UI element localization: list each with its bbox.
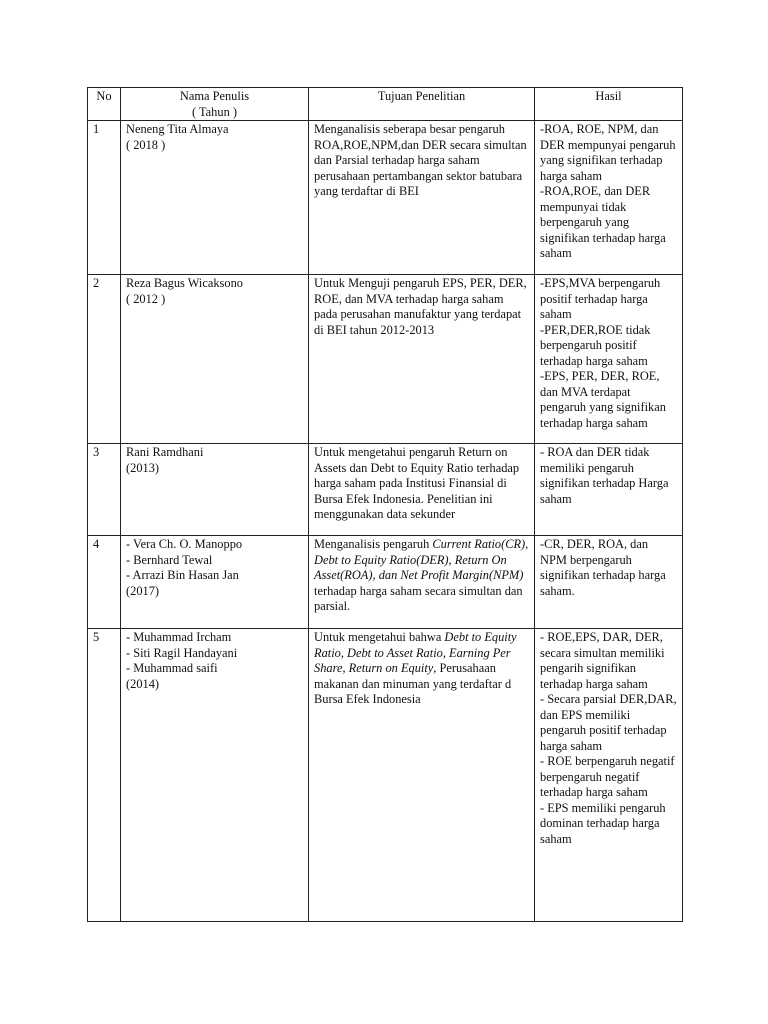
author-line: - Arrazi Bin Hasan Jan: [126, 568, 239, 582]
table-row: [88, 121, 683, 275]
cell-tujuan-penelitian: [309, 629, 535, 922]
author-line: ( 2018 ): [126, 137, 166, 152]
hasil-item: -PER,DER,ROE tidak berpengaruh positif terhadap harga saham: [540, 322, 651, 368]
cell-hasil: [535, 536, 683, 629]
author-line: (2014): [126, 676, 160, 691]
cell-nama-penulis: [121, 275, 309, 444]
author-line: - Muhammad Ircham: [126, 630, 232, 644]
author-line: Reza Bagus Wicaksono: [126, 276, 243, 290]
table-row: [88, 275, 683, 444]
cell-hasil: [535, 444, 683, 536]
tujuan-italic-segment: Debt to Equity Ratio, Debt to Asset Ratio, Earning Per Share, Return on Equity: [314, 630, 517, 675]
cell-hasil: [535, 629, 683, 922]
author-line: Neneng Tita Almaya: [126, 122, 229, 136]
hasil-item: -EPS, PER, DER, ROE, dan MVA terdapat pengaruh yang signifikan terhadap harga saham: [540, 369, 666, 430]
cell-no: 3: [88, 444, 121, 536]
hasil-item: - ROA dan DER tidak memiliki pengaruh signifikan terhadap Harga saham: [540, 445, 669, 506]
table-header-row: [88, 88, 683, 121]
author-line: - Siti Ragil Handayani: [126, 645, 238, 660]
author-line: - Muhammad saifi: [126, 661, 218, 675]
cell-tujuan-penelitian: [309, 121, 535, 275]
author-line: - Bernhard Tewal: [126, 552, 213, 567]
hasil-item: -EPS,MVA berpengaruh positif terhadap harga saham: [540, 276, 661, 321]
author-line: (2017): [126, 583, 160, 598]
hasil-item: - EPS memiliki pengaruh dominan terhadap harga saham: [540, 800, 666, 846]
tujuan-segment: Untuk mengetahui pengaruh Return on Assets dan Debt to Equity Ratio terhadap harga saham pada Institusi Finansial di Bursa Efek Indonesia. Penelitian ini menggunakan data sekunder: [314, 445, 520, 521]
cell-hasil: [535, 275, 683, 444]
cell-nama-penulis: [121, 444, 309, 536]
tujuan-italic-segment: Current Ratio(CR), Debt to Equity Ratio(DER), Return On Asset(ROA), dan Net Profit Margin(NPM): [314, 537, 529, 582]
tujuan-segment: Menganalisis pengaruh: [314, 537, 433, 551]
author-line: - Vera Ch. O. Manoppo: [126, 537, 243, 551]
tujuan-segment: Untuk mengetahui bahwa: [314, 630, 445, 644]
cell-nama-penulis: [121, 536, 309, 629]
cell-tujuan-penelitian: [309, 444, 535, 536]
author-line: ( 2012 ): [126, 291, 166, 306]
header-no: No: [88, 88, 121, 121]
cell-nama-penulis: [121, 629, 309, 922]
hasil-item: -ROA,ROE, dan DER mempunyai tidak berpengaruh yang signifikan terhadap harga saham: [540, 184, 666, 260]
header-nama-line1: Nama Penulis: [179, 89, 250, 103]
author-line: (2013): [126, 460, 160, 475]
cell-hasil: [535, 121, 683, 275]
tujuan-segment: terhadap harga saham secara simultan dan parsial.: [314, 583, 523, 613]
table-row: [88, 536, 683, 629]
tujuan-segment: Untuk Menguji pengaruh EPS, PER, DER, ROE, dan MVA terhadap harga saham pada perusahan manufaktur yang terdapat di BEI tahun 2012-2013: [314, 276, 527, 337]
literature-review-table: [87, 87, 683, 922]
header-tujuan-penelitian: Tujuan Penelitian: [309, 88, 535, 121]
hasil-item: - ROE,EPS, DAR, DER, secara simultan memiliki pengarih signifikan terhadap harga saham: [540, 630, 665, 691]
tujuan-segment: Menganalisis seberapa besar pengaruh ROA,ROE,NPM,dan DER secara simultan dan Parsial terhadap harga saham perusahaan pertambangan sektor batubara yang terdaftar di BEI: [314, 122, 527, 198]
cell-no: 1: [88, 121, 121, 275]
hasil-item: -CR, DER, ROA, dan NPM berpengaruh signifikan terhadap harga saham.: [540, 537, 666, 598]
cell-no: 5: [88, 629, 121, 922]
cell-no: 4: [88, 536, 121, 629]
tujuan-segment: , Perusahaan makanan dan minuman yang terdaftar d Bursa Efek Indonesia: [314, 661, 512, 706]
header-hasil: Hasil: [535, 88, 683, 121]
hasil-item: -ROA, ROE, NPM, dan DER mempunyai pengaruh yang signifikan terhadap harga saham: [540, 122, 676, 183]
header-nama-line2: ( Tahun ): [191, 104, 237, 119]
header-nama-penulis: [121, 88, 309, 121]
hasil-item: - Secara parsial DER,DAR, dan EPS memiliki pengaruh positif terhadap harga saham: [540, 692, 677, 753]
author-line: Rani Ramdhani: [126, 445, 204, 459]
cell-nama-penulis: [121, 121, 309, 275]
cell-no: 2: [88, 275, 121, 444]
table-row: [88, 629, 683, 922]
hasil-item: - ROE berpengaruh negatif berpengaruh negatif terhadap harga saham: [540, 754, 675, 799]
table-row: [88, 444, 683, 536]
cell-tujuan-penelitian: [309, 275, 535, 444]
cell-tujuan-penelitian: [309, 536, 535, 629]
